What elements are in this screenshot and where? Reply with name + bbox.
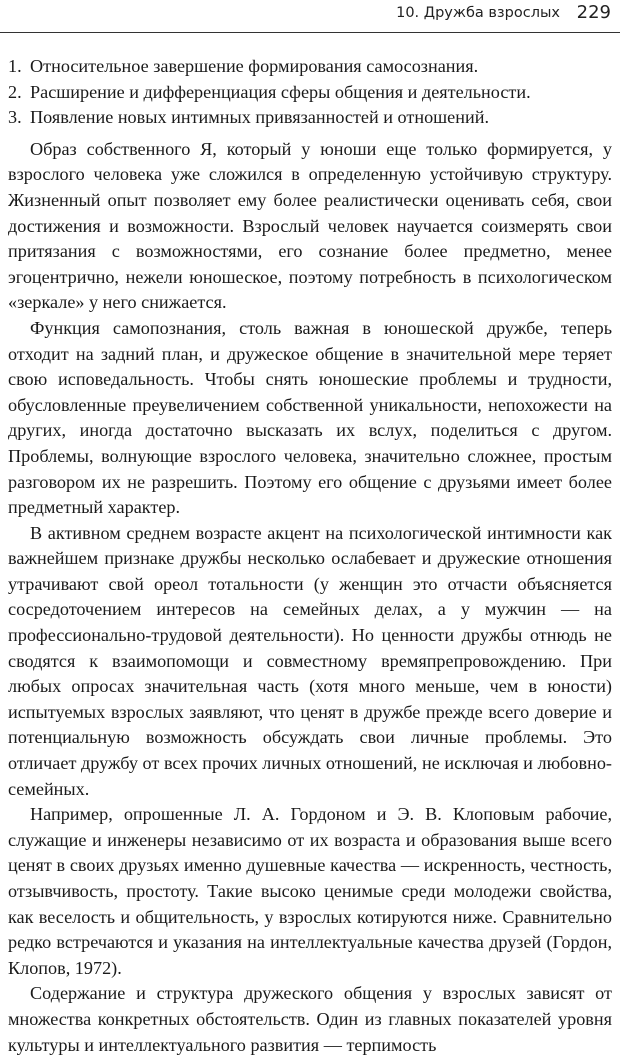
header-rule xyxy=(0,32,620,33)
paragraph: Образ собственного Я, который у юноши еще только формируется, у взрослого человека уже сложился в определенную устойчивую структуру. Жизненный опыт позволяет ему более реалистически оценивать себя, свои достижения и возможности. Взрослый человек научается соизмерять свои притязания с возможностями, его сознание более предметно, менее эгоцентрично, нежели юношеское, поэтому потребность в психологическом «зеркале» у него снижается. xyxy=(8,138,612,313)
list-item-text: Относительное завершение формирования самосознания. xyxy=(30,56,479,76)
list-item-text: Появление новых интимных привязанностей и отношений. xyxy=(30,107,490,128)
running-title: 10. Дружба взрослых xyxy=(396,5,560,21)
page-number: 229 xyxy=(576,2,611,23)
list-item xyxy=(8,105,612,131)
running-header xyxy=(0,0,620,34)
paragraph: Функция самопознания, столь важная в юношеской дружбе, теперь отходит на задний план, и дружеское общение в значительной мере теряет свою исповедальность. Чтобы снять юношеские проблемы и трудности, обусловленные преувеличением собственной уникальности, непохожести на других, иногда достаточно высказать их вслух, поделиться с другом. Проблемы, волнующие взрослого человека, значительно сложнее, простым разговором их не разрешить. Поэтому его общение с друзьями имеет более предметный характер. xyxy=(8,317,612,518)
list-item-number: 1. xyxy=(8,56,22,76)
list-item xyxy=(8,80,612,106)
paragraph: Например, опрошенные Л. А. Гордоном и Э. В. Клоповым рабочие, служащие и инженеры независимо от их возраста и образования выше всего ценят в своих друзьях именно душевные качества — искренность, честность, отзывчивость, простоту. Такие высоко ценимые среди молодежи свойства, как веселость и общительность, у взрослых котируются ниже. Сравнительно редко встречаются и указания на интеллектуальные качества друзей (Гордон, Клопов, 1972). xyxy=(8,804,612,978)
body-text xyxy=(8,54,612,1058)
list-item-text: Расширение и дифференциация сферы общения и деятельности. xyxy=(30,81,531,102)
list-item-number: 3. xyxy=(8,107,22,128)
numbered-list xyxy=(8,54,612,131)
paragraph: Содержание и структура дружеского общения у взрослых зависят от множества конкретных обстоятельств. Один из главных показателей уровня культуры и интеллектуального развития — терпимость xyxy=(8,983,612,1055)
list-item xyxy=(8,54,612,80)
paragraph: В активном среднем возрасте акцент на психологической интимности как важнейшем признаке дружбы несколько ослабевает и дружеские отношения утрачивают свой ореол тотальности (у женщин это отчасти объясняется сосредоточением интересов на семейных делах, а у мужчин — на профессионально-трудовой деятельности). Но ценности дружбы отнюдь не сводятся к взаимопомощи и совместному времяпрепровождению. При любых опросах значительная часть (хотя много меньше, чем в юности) испытуемых взрослых заявляют, что ценят в дружбе прежде всего доверие и потенциальную возможность обсуждать свои личные проблемы. Это отличает дружбу от всех прочих личных отношений, не исключая и любовно-семейных. xyxy=(8,522,612,799)
list-item-number: 2. xyxy=(8,81,22,102)
